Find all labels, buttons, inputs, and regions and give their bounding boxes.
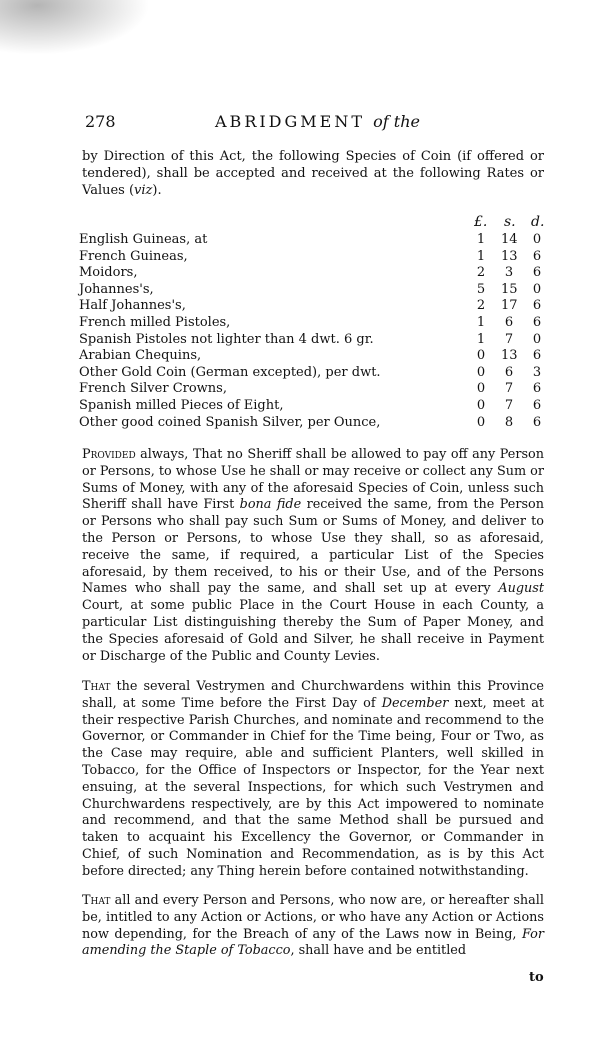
rate-row: [79, 398, 549, 415]
shillings-value: 15: [501, 281, 518, 297]
pounds-value: 1: [476, 248, 486, 264]
shillings-value: 3: [504, 265, 514, 281]
para2-december: December: [381, 695, 449, 711]
para2-text-a: the several Vestrymen and Churchwardens within this Province shall, at some Time before the First Day of: [82, 679, 544, 711]
pence-value: 6: [532, 265, 542, 281]
pounds-value: 5: [476, 281, 486, 297]
coin-name: Spanish milled Pieces of Eight,: [79, 397, 284, 413]
pence-value: 0: [532, 331, 542, 347]
para3-text-b: , shall have and be entitled: [290, 943, 467, 959]
coin-name: Johannes's,: [79, 281, 154, 297]
pence-value: 6: [532, 397, 542, 413]
pounds-value: 1: [476, 331, 486, 347]
shillings-value: 7: [504, 331, 514, 347]
pounds-value: 2: [476, 298, 486, 314]
rate-row: [79, 315, 549, 332]
para3-act-title: For amending the Staple of Tobacco: [82, 926, 544, 959]
shillings-column-header: s.: [504, 214, 516, 230]
pounds-value: 0: [476, 364, 486, 380]
shillings-value: 6: [504, 364, 514, 380]
para3-text-a: all and every Person and Persons, who now are, or hereafter shall be, intitled to any Action or Actions, or who have any Action or Actions now depending, for the Breach of any of the Laws now in Being,: [82, 893, 544, 942]
catchword: to: [529, 970, 544, 985]
para2-text-b: next, meet at their respective Parish Churches, and nominate and recommend to the Governor, or Commander in Chief for the Time being, Four or Two, as the Case may require, able and sufficient Planters, well skilled in Tobacco, for the Office of Inspectors or Inspector, for the Year next ensuing, at the several Inspections, for which such Vestrymen and Churchwardens respectively, are by this Act impowered to nominate and recommend, and that the same Method shall be pursued and taken to acquaint his Excellency the Governor, or Commander in Chief, of such Nomination and Recommendation, as is by this Act before directed; any Thing herein before contained notwithstanding.: [82, 695, 544, 879]
shillings-value: 7: [504, 381, 514, 397]
running-header: [85, 112, 545, 134]
running-title-main: ABRIDGMENT: [215, 112, 366, 131]
rate-row: [79, 249, 549, 266]
para2-lead: That: [82, 679, 111, 694]
coin-name: French milled Pistoles,: [79, 314, 231, 330]
pence-value: 6: [532, 348, 542, 364]
pence-value: 6: [532, 314, 542, 330]
pounds-column-header: £.: [474, 214, 488, 230]
rate-row: [79, 232, 549, 249]
pence-value: 3: [532, 364, 542, 380]
pounds-value: 1: [476, 314, 486, 330]
para1-august: August: [498, 581, 544, 597]
pence-column-header: d.: [531, 214, 545, 230]
para1-text-b: received the same, from the Person or Persons who shall pay such Sum or Sums of Money, and deliver to the Person or Persons, to whose Use they shall, so as aforesaid, receive the same, if required, a particular List of the Species aforesaid, by them received, to his or their Use, and of the Persons Names who shall pay the same, and shall set up at every: [82, 497, 544, 597]
para1-text-c: Court, at some public Place in the Court House in each County, a particular List distinguishing thereby the Sum of Paper Money, and the Species aforesaid of Gold and Silver, he shall receive in Payment or Discharge of the Public and County Levies.: [82, 598, 544, 664]
page-number: 278: [85, 112, 116, 131]
rate-row: [79, 265, 549, 282]
coin-name: Half Johannes's,: [79, 298, 186, 314]
pence-value: 0: [532, 281, 542, 297]
paragraph-vestrymen: [82, 679, 544, 881]
para1-lead: Provided: [82, 447, 136, 462]
rate-row: [79, 415, 549, 432]
shillings-value: 13: [501, 348, 518, 364]
paragraph-provided: [82, 447, 544, 665]
pence-value: 6: [532, 298, 542, 314]
coin-name: English Guineas, at: [79, 232, 208, 247]
coin-name: French Silver Crowns,: [79, 381, 227, 397]
pounds-value: 0: [476, 381, 486, 397]
para1-text-a: always, That no Sheriff shall be allowed to pay off any Person or Persons, to whose Use he shall or may receive or collect any Sum or Sums of Money, with any of the aforesaid Species of Coin, unless such Sheriff shall have First: [82, 447, 544, 513]
coin-name: French Guineas,: [79, 248, 188, 264]
rate-row: [79, 298, 549, 315]
paragraph-actions: [82, 893, 544, 960]
rate-row: [79, 381, 549, 398]
pence-value: 6: [532, 414, 542, 430]
rate-row: [79, 348, 549, 365]
para1-bona-fide: bona fide: [239, 497, 302, 513]
pounds-value: 0: [476, 414, 486, 430]
rate-row: [79, 365, 549, 382]
intro-viz: viz: [134, 183, 153, 198]
pence-value: 0: [532, 232, 542, 247]
shillings-value: 14: [501, 232, 518, 247]
coin-name: Spanish Pistoles not lighter than 4 dwt. 6 gr.: [79, 331, 374, 347]
shillings-value: 8: [504, 414, 514, 430]
pounds-value: 0: [476, 348, 486, 364]
shillings-value: 6: [504, 314, 514, 330]
coin-name: Arabian Chequins,: [79, 348, 202, 364]
pounds-value: 2: [476, 265, 486, 281]
coin-name: Moidors,: [79, 265, 138, 281]
para3-lead: That: [82, 893, 111, 908]
pounds-value: 1: [476, 232, 486, 247]
intro-paragraph: [82, 148, 544, 199]
coin-rates-table: [79, 232, 549, 431]
coin-name: Other good coined Spanish Silver, per Ounce,: [79, 414, 381, 430]
rate-row: [79, 332, 549, 349]
pence-value: 6: [532, 248, 542, 264]
running-title: [215, 112, 420, 131]
intro-text-b: ).: [152, 183, 162, 198]
shillings-value: 7: [504, 397, 514, 413]
shillings-value: 17: [501, 298, 518, 314]
scan-smudge: [0, 0, 150, 55]
coin-name: Other Gold Coin (German excepted), per dwt.: [79, 364, 381, 380]
running-title-tail: of the: [373, 112, 420, 131]
pence-value: 6: [532, 381, 542, 397]
rate-row: [79, 282, 549, 299]
shillings-value: 13: [501, 248, 518, 264]
intro-text-a: by Direction of this Act, the following Species of Coin (if offered or tendered), shall be accepted and received at the following Rates or Values (: [82, 149, 544, 198]
pounds-value: 0: [476, 397, 486, 413]
